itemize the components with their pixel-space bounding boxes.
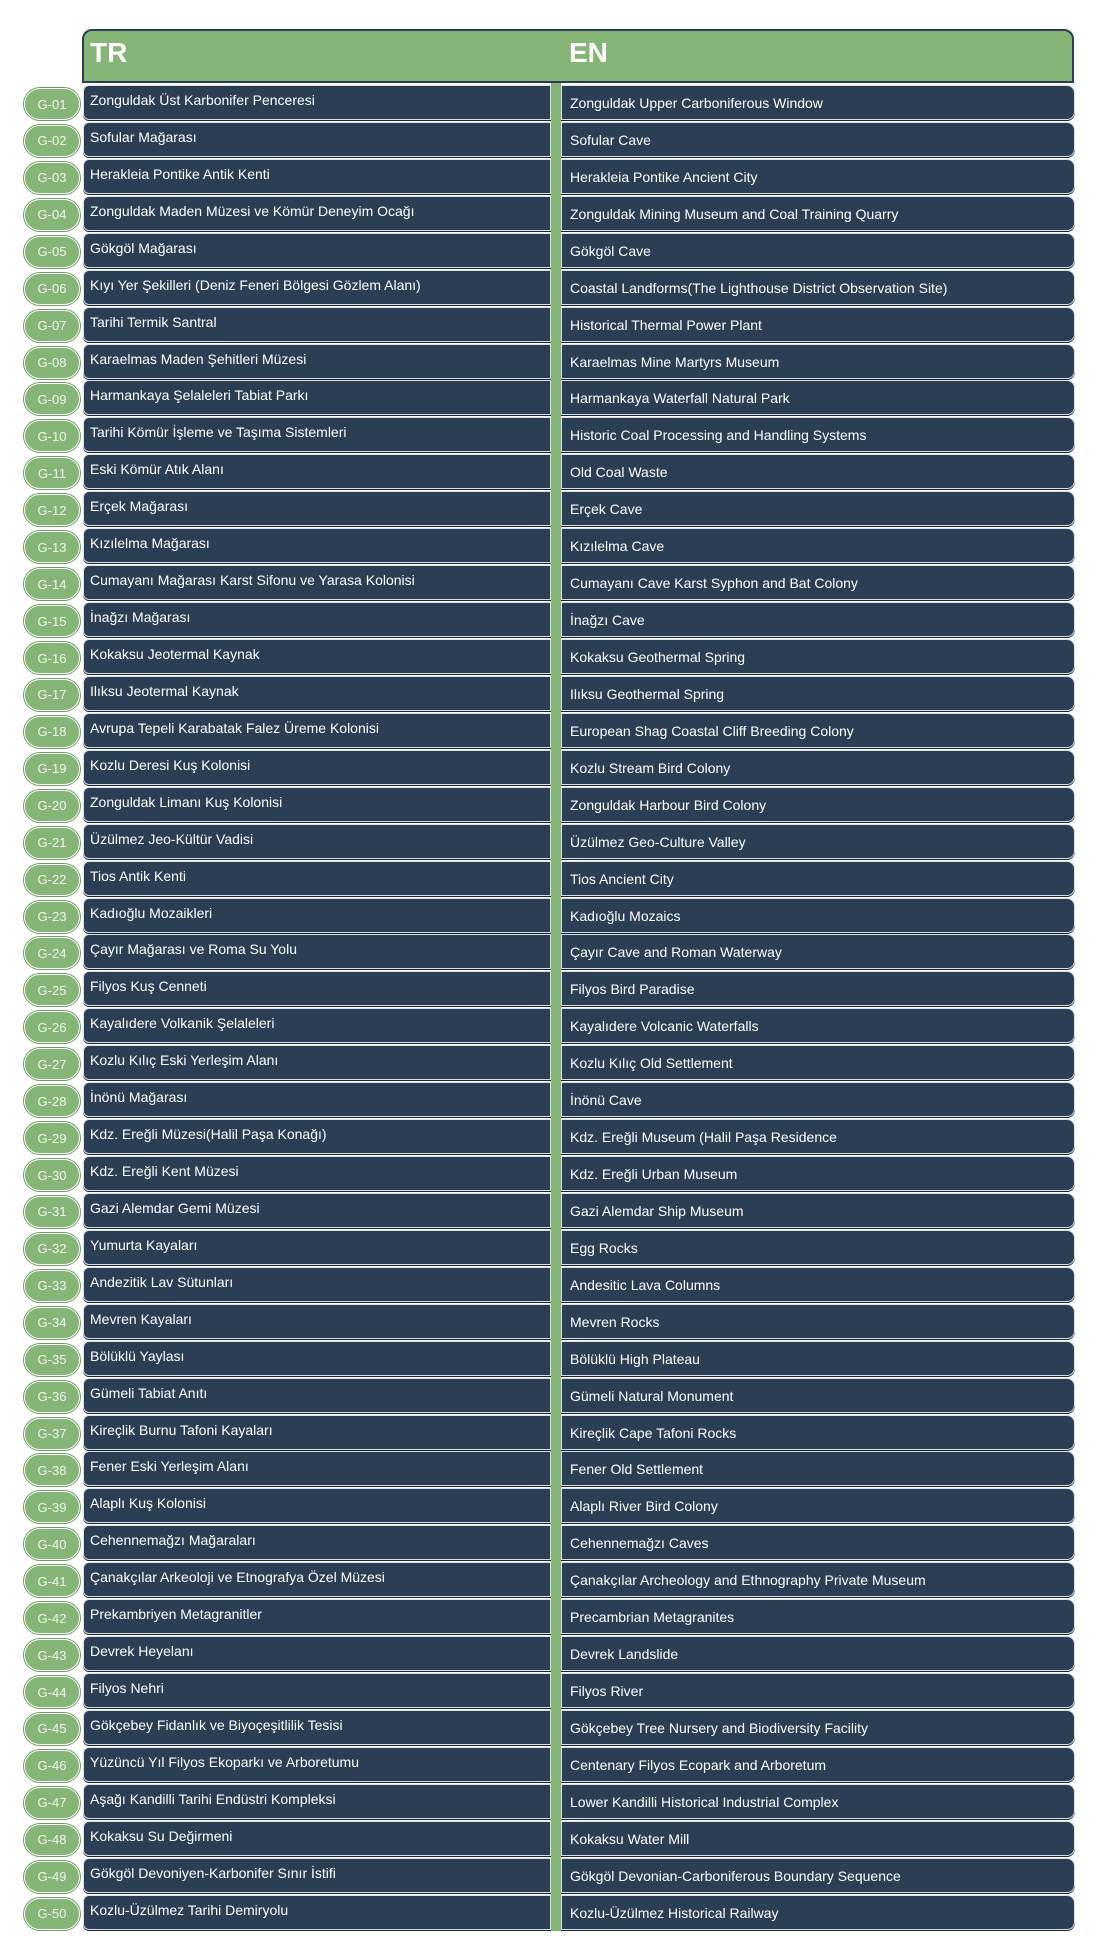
- geosite-code-badge: G-45: [24, 1713, 80, 1745]
- table-row: [0, 1156, 1102, 1192]
- geosite-name-en: Kozlu Kılıç Old Settlement: [561, 1045, 1075, 1080]
- geosite-name-en: Mevren Rocks: [561, 1304, 1075, 1339]
- geosite-name-tr: Zonguldak Üst Karbonifer Penceresi: [83, 85, 551, 120]
- geosite-name-en: Harmankaya Waterfall Natural Park: [561, 380, 1075, 415]
- geosite-code-badge: G-05: [24, 236, 80, 268]
- geosite-name-tr: Prekambriyen Metagranitler: [83, 1599, 551, 1634]
- geosite-code-badge: G-49: [24, 1861, 80, 1893]
- geosite-code-badge: G-11: [24, 457, 80, 489]
- geosite-code-badge: G-08: [24, 347, 80, 379]
- geosite-name-en: Fener Old Settlement: [561, 1451, 1075, 1486]
- geosite-name-en: İnönü Cave: [561, 1082, 1075, 1117]
- geosite-name-tr: Çanakçılar Arkeoloji ve Etnografya Özel Müzesi: [83, 1562, 551, 1597]
- table-row: [0, 1599, 1102, 1635]
- geosite-code-badge: G-48: [24, 1824, 80, 1856]
- table-row: [0, 934, 1102, 970]
- geosite-code-badge: G-30: [24, 1159, 80, 1191]
- geosite-name-tr: Tarihi Termik Santral: [83, 307, 551, 342]
- table-row: [0, 1341, 1102, 1377]
- geosite-name-tr: Kadıoğlu Mozaikleri: [83, 898, 551, 933]
- geosite-code-badge: G-10: [24, 420, 80, 452]
- geosite-code-badge: G-41: [24, 1565, 80, 1597]
- geosite-name-tr: Aşağı Kandilli Tarihi Endüstri Kompleksi: [83, 1784, 551, 1819]
- geosite-name-tr: Devrek Heyelanı: [83, 1636, 551, 1671]
- geosite-code-badge: G-35: [24, 1344, 80, 1376]
- table-row: [0, 713, 1102, 749]
- geosite-name-tr: Alaplı Kuş Kolonisi: [83, 1488, 551, 1523]
- table-row: [0, 85, 1102, 121]
- geosite-name-tr: Kdz. Ereğli Müzesi(Halil Paşa Konağı): [83, 1119, 551, 1154]
- table-row: [0, 971, 1102, 1007]
- geosite-name-tr: Kozlu Deresi Kuş Kolonisi: [83, 750, 551, 785]
- geosite-name-tr: Zonguldak Maden Müzesi ve Kömür Deneyim Ocağı: [83, 196, 551, 231]
- table-row: [0, 1045, 1102, 1081]
- geosite-name-tr: Sofular Mağarası: [83, 122, 551, 157]
- geosite-name-tr: Kızılelma Mağarası: [83, 528, 551, 563]
- geosite-code-badge: G-07: [24, 310, 80, 342]
- geosite-name-en: Zonguldak Harbour Bird Colony: [561, 787, 1075, 822]
- geosite-code-badge: G-16: [24, 642, 80, 674]
- geosite-code-badge: G-06: [24, 273, 80, 305]
- table-row: [0, 1451, 1102, 1487]
- geosite-code-badge: G-47: [24, 1787, 80, 1819]
- geosite-name-en: Erçek Cave: [561, 491, 1075, 526]
- geosite-name-tr: Kdz. Ereğli Kent Müzesi: [83, 1156, 551, 1191]
- geosite-name-en: Gökçebey Tree Nursery and Biodiversity Facility: [561, 1710, 1075, 1745]
- geosite-name-tr: Avrupa Tepeli Karabatak Falez Üreme Kolonisi: [83, 713, 551, 748]
- geosite-name-en: Egg Rocks: [561, 1230, 1075, 1265]
- geosite-name-tr: Mevren Kayaları: [83, 1304, 551, 1339]
- geosite-code-badge: G-03: [24, 162, 80, 194]
- geosite-code-badge: G-31: [24, 1196, 80, 1228]
- geosite-code-badge: G-02: [24, 125, 80, 157]
- header-en-label: EN: [569, 37, 608, 68]
- table-row: [0, 787, 1102, 823]
- table-row: [0, 861, 1102, 897]
- geosite-name-en: İnağzı Cave: [561, 602, 1075, 637]
- geosite-name-tr: Çayır Mağarası ve Roma Su Yolu: [83, 934, 551, 969]
- geosite-code-badge: G-32: [24, 1233, 80, 1265]
- table-row: [0, 1415, 1102, 1451]
- geosite-code-badge: G-46: [24, 1750, 80, 1782]
- geosite-name-en: Gökgöl Devonian-Carboniferous Boundary Sequence: [561, 1858, 1075, 1893]
- geosite-code-badge: G-15: [24, 605, 80, 637]
- geosite-code-badge: G-33: [24, 1270, 80, 1302]
- geosite-code-badge: G-25: [24, 974, 80, 1006]
- geosite-name-en: Kokaksu Geothermal Spring: [561, 639, 1075, 674]
- geosite-code-badge: G-24: [24, 937, 80, 969]
- geosite-name-tr: Filyos Kuş Cenneti: [83, 971, 551, 1006]
- table-row: [0, 1378, 1102, 1414]
- geosite-name-tr: İnağzı Mağarası: [83, 602, 551, 637]
- table-row: [0, 307, 1102, 343]
- geosite-code-badge: G-38: [24, 1454, 80, 1486]
- table-row: [0, 1895, 1102, 1931]
- geosite-name-en: European Shag Coastal Cliff Breeding Colony: [561, 713, 1075, 748]
- geosite-code-badge: G-01: [24, 88, 80, 120]
- table-row: [0, 1784, 1102, 1820]
- geosite-name-en: Cehennemağzı Caves: [561, 1525, 1075, 1560]
- geosite-name-tr: Andezitik Lav Sütunları: [83, 1267, 551, 1302]
- geosite-name-en: Kdz. Ereğli Museum (Halil Paşa Residence: [561, 1119, 1075, 1154]
- geosite-name-en: Kızılelma Cave: [561, 528, 1075, 563]
- geosite-name-tr: Zonguldak Limanı Kuş Kolonisi: [83, 787, 551, 822]
- table-row: [0, 1082, 1102, 1118]
- geosite-name-en: Ilıksu Geothermal Spring: [561, 676, 1075, 711]
- geosite-name-tr: Gökgöl Mağarası: [83, 233, 551, 268]
- table-row: [0, 380, 1102, 416]
- geosite-code-badge: G-18: [24, 716, 80, 748]
- geosite-name-tr: Ilıksu Jeotermal Kaynak: [83, 676, 551, 711]
- geosite-name-en: Kozlu-Üzülmez Historical Railway: [561, 1895, 1075, 1930]
- geosite-name-tr: Gökçebey Fidanlık ve Biyoçeşitlilik Tesisi: [83, 1710, 551, 1745]
- geosite-name-tr: Filyos Nehri: [83, 1673, 551, 1708]
- geosite-code-badge: G-14: [24, 568, 80, 600]
- table-row: [0, 602, 1102, 638]
- geosite-name-tr: Kozlu Kılıç Eski Yerleşim Alanı: [83, 1045, 551, 1080]
- table-row: [0, 1230, 1102, 1266]
- header-tr-label: TR: [90, 37, 128, 68]
- table-row: [0, 1525, 1102, 1561]
- geosite-name-en: Kireçlik Cape Tafoni Rocks: [561, 1415, 1075, 1450]
- table-row: [0, 491, 1102, 527]
- geosite-name-tr: Cehennemağzı Mağaraları: [83, 1525, 551, 1560]
- geosite-name-tr: Kozlu-Üzülmez Tarihi Demiryolu: [83, 1895, 551, 1930]
- geosite-name-tr: Kokaksu Su Değirmeni: [83, 1821, 551, 1856]
- geosite-code-badge: G-50: [24, 1898, 80, 1930]
- geosite-name-tr: Harmankaya Şelaleleri Tabiat Parkı: [83, 380, 551, 415]
- geosite-name-en: Kayalıdere Volcanic Waterfalls: [561, 1008, 1075, 1043]
- geosite-name-en: Andesitic Lava Columns: [561, 1267, 1075, 1302]
- table-row: [0, 159, 1102, 195]
- geosite-name-en: Historic Coal Processing and Handling Systems: [561, 417, 1075, 452]
- table-row: [0, 1821, 1102, 1857]
- geosite-code-badge: G-40: [24, 1528, 80, 1560]
- geosite-name-en: Çayır Cave and Roman Waterway: [561, 934, 1075, 969]
- table-row: [0, 233, 1102, 269]
- table-row: [0, 417, 1102, 453]
- table-row: [0, 898, 1102, 934]
- geosite-name-en: Alaplı River Bird Colony: [561, 1488, 1075, 1523]
- geosite-name-tr: Tarihi Kömür İşleme ve Taşıma Sistemleri: [83, 417, 551, 452]
- geosite-code-badge: G-09: [24, 383, 80, 415]
- table-row: [0, 750, 1102, 786]
- geosite-name-tr: İnönü Mağarası: [83, 1082, 551, 1117]
- table-row: [0, 270, 1102, 306]
- geosite-name-en: Çanakçılar Archeology and Ethnography Private Museum: [561, 1562, 1075, 1597]
- geosite-name-tr: Fener Eski Yerleşim Alanı: [83, 1451, 551, 1486]
- geosite-name-en: Historical Thermal Power Plant: [561, 307, 1075, 342]
- geosite-name-en: Zonguldak Mining Museum and Coal Training Quarry: [561, 196, 1075, 231]
- table-row: [0, 196, 1102, 232]
- table-header: [82, 29, 1074, 83]
- geosite-code-badge: G-20: [24, 790, 80, 822]
- table-row: [0, 122, 1102, 158]
- geosite-name-tr: Bölüklü Yaylası: [83, 1341, 551, 1376]
- geosite-name-tr: Kireçlik Burnu Tafoni Kayaları: [83, 1415, 551, 1450]
- table-row: [0, 1562, 1102, 1598]
- geosite-code-badge: G-27: [24, 1048, 80, 1080]
- table-row: [0, 1008, 1102, 1044]
- table-row: [0, 1119, 1102, 1155]
- geosite-name-tr: Yumurta Kayaları: [83, 1230, 551, 1265]
- geosite-name-tr: Kayalıdere Volkanik Şelaleleri: [83, 1008, 551, 1043]
- table-row: [0, 454, 1102, 490]
- table-row: [0, 1673, 1102, 1709]
- geosite-code-badge: G-37: [24, 1418, 80, 1450]
- geosite-name-en: Lower Kandilli Historical Industrial Complex: [561, 1784, 1075, 1819]
- geosite-code-badge: G-23: [24, 901, 80, 933]
- table-row: [0, 1488, 1102, 1524]
- geosite-name-tr: Herakleia Pontike Antik Kenti: [83, 159, 551, 194]
- table-row: [0, 1636, 1102, 1672]
- geosite-code-badge: G-26: [24, 1011, 80, 1043]
- geosite-code-badge: G-22: [24, 864, 80, 896]
- geosite-name-en: Karaelmas Mine Martyrs Museum: [561, 344, 1075, 379]
- geosite-name-en: Herakleia Pontike Ancient City: [561, 159, 1075, 194]
- geosite-name-tr: Erçek Mağarası: [83, 491, 551, 526]
- geosite-code-badge: G-04: [24, 199, 80, 231]
- geosite-name-en: Kdz. Ereğli Urban Museum: [561, 1156, 1075, 1191]
- geosite-code-badge: G-43: [24, 1639, 80, 1671]
- table-row: [0, 1710, 1102, 1746]
- geosite-name-en: Bölüklü High Plateau: [561, 1341, 1075, 1376]
- geosite-name-en: Üzülmez Geo-Culture Valley: [561, 824, 1075, 859]
- geosite-name-en: Filyos Bird Paradise: [561, 971, 1075, 1006]
- geosite-name-tr: Tios Antik Kenti: [83, 861, 551, 896]
- table-row: [0, 1747, 1102, 1783]
- table-row: [0, 824, 1102, 860]
- geosite-code-badge: G-39: [24, 1491, 80, 1523]
- geosite-code-badge: G-13: [24, 531, 80, 563]
- geosite-name-en: Sofular Cave: [561, 122, 1075, 157]
- table-row: [0, 1267, 1102, 1303]
- geosite-name-tr: Yüzüncü Yıl Filyos Ekoparkı ve Arboretumu: [83, 1747, 551, 1782]
- geosite-name-en: Kokaksu Water Mill: [561, 1821, 1075, 1856]
- geosite-name-tr: Gökgöl Devoniyen-Karbonifer Sınır İstifi: [83, 1858, 551, 1893]
- geosite-code-badge: G-12: [24, 494, 80, 526]
- geosite-name-tr: Kıyı Yer Şekilleri (Deniz Feneri Bölgesi Gözlem Alanı): [83, 270, 551, 305]
- geosite-name-en: Devrek Landslide: [561, 1636, 1075, 1671]
- geosite-code-badge: G-36: [24, 1381, 80, 1413]
- geosite-code-badge: G-28: [24, 1085, 80, 1117]
- geosite-name-tr: Üzülmez Jeo-Kültür Vadisi: [83, 824, 551, 859]
- geosite-name-tr: Gümeli Tabiat Anıtı: [83, 1378, 551, 1413]
- geosite-code-badge: G-21: [24, 827, 80, 859]
- geosite-name-en: Centenary Filyos Ecopark and Arboretum: [561, 1747, 1075, 1782]
- geosite-code-badge: G-17: [24, 679, 80, 711]
- geosite-name-en: Kadıoğlu Mozaics: [561, 898, 1075, 933]
- table-row: [0, 676, 1102, 712]
- table-row: [0, 1858, 1102, 1894]
- table-row: [0, 1193, 1102, 1229]
- geosite-name-en: Old Coal Waste: [561, 454, 1075, 489]
- geosite-name-en: Gökgöl Cave: [561, 233, 1075, 268]
- geosite-name-tr: Karaelmas Maden Şehitleri Müzesi: [83, 344, 551, 379]
- table-row: [0, 639, 1102, 675]
- geosite-name-en: Filyos River: [561, 1673, 1075, 1708]
- geosite-name-en: Coastal Landforms(The Lighthouse District Observation Site): [561, 270, 1075, 305]
- table-row: [0, 565, 1102, 601]
- geosite-code-badge: G-29: [24, 1122, 80, 1154]
- geosite-code-badge: G-34: [24, 1307, 80, 1339]
- geosite-name-en: Cumayanı Cave Karst Syphon and Bat Colony: [561, 565, 1075, 600]
- geosite-name-en: Gazi Alemdar Ship Museum: [561, 1193, 1075, 1228]
- table-row: [0, 344, 1102, 380]
- geosite-name-tr: Kokaksu Jeotermal Kaynak: [83, 639, 551, 674]
- geosite-code-badge: G-42: [24, 1602, 80, 1634]
- geosite-name-en: Gümeli Natural Monument: [561, 1378, 1075, 1413]
- geosite-name-en: Zonguldak Upper Carboniferous Window: [561, 85, 1075, 120]
- geosite-code-badge: G-44: [24, 1676, 80, 1708]
- geosite-name-tr: Eski Kömür Atık Alanı: [83, 454, 551, 489]
- geosite-name-en: Kozlu Stream Bird Colony: [561, 750, 1075, 785]
- geosite-name-en: Precambrian Metagranites: [561, 1599, 1075, 1634]
- geosite-code-badge: G-19: [24, 753, 80, 785]
- table-row: [0, 1304, 1102, 1340]
- geosite-name-en: Tios Ancient City: [561, 861, 1075, 896]
- table-row: [0, 528, 1102, 564]
- geosite-name-tr: Gazi Alemdar Gemi Müzesi: [83, 1193, 551, 1228]
- geosite-name-tr: Cumayanı Mağarası Karst Sifonu ve Yarasa Kolonisi: [83, 565, 551, 600]
